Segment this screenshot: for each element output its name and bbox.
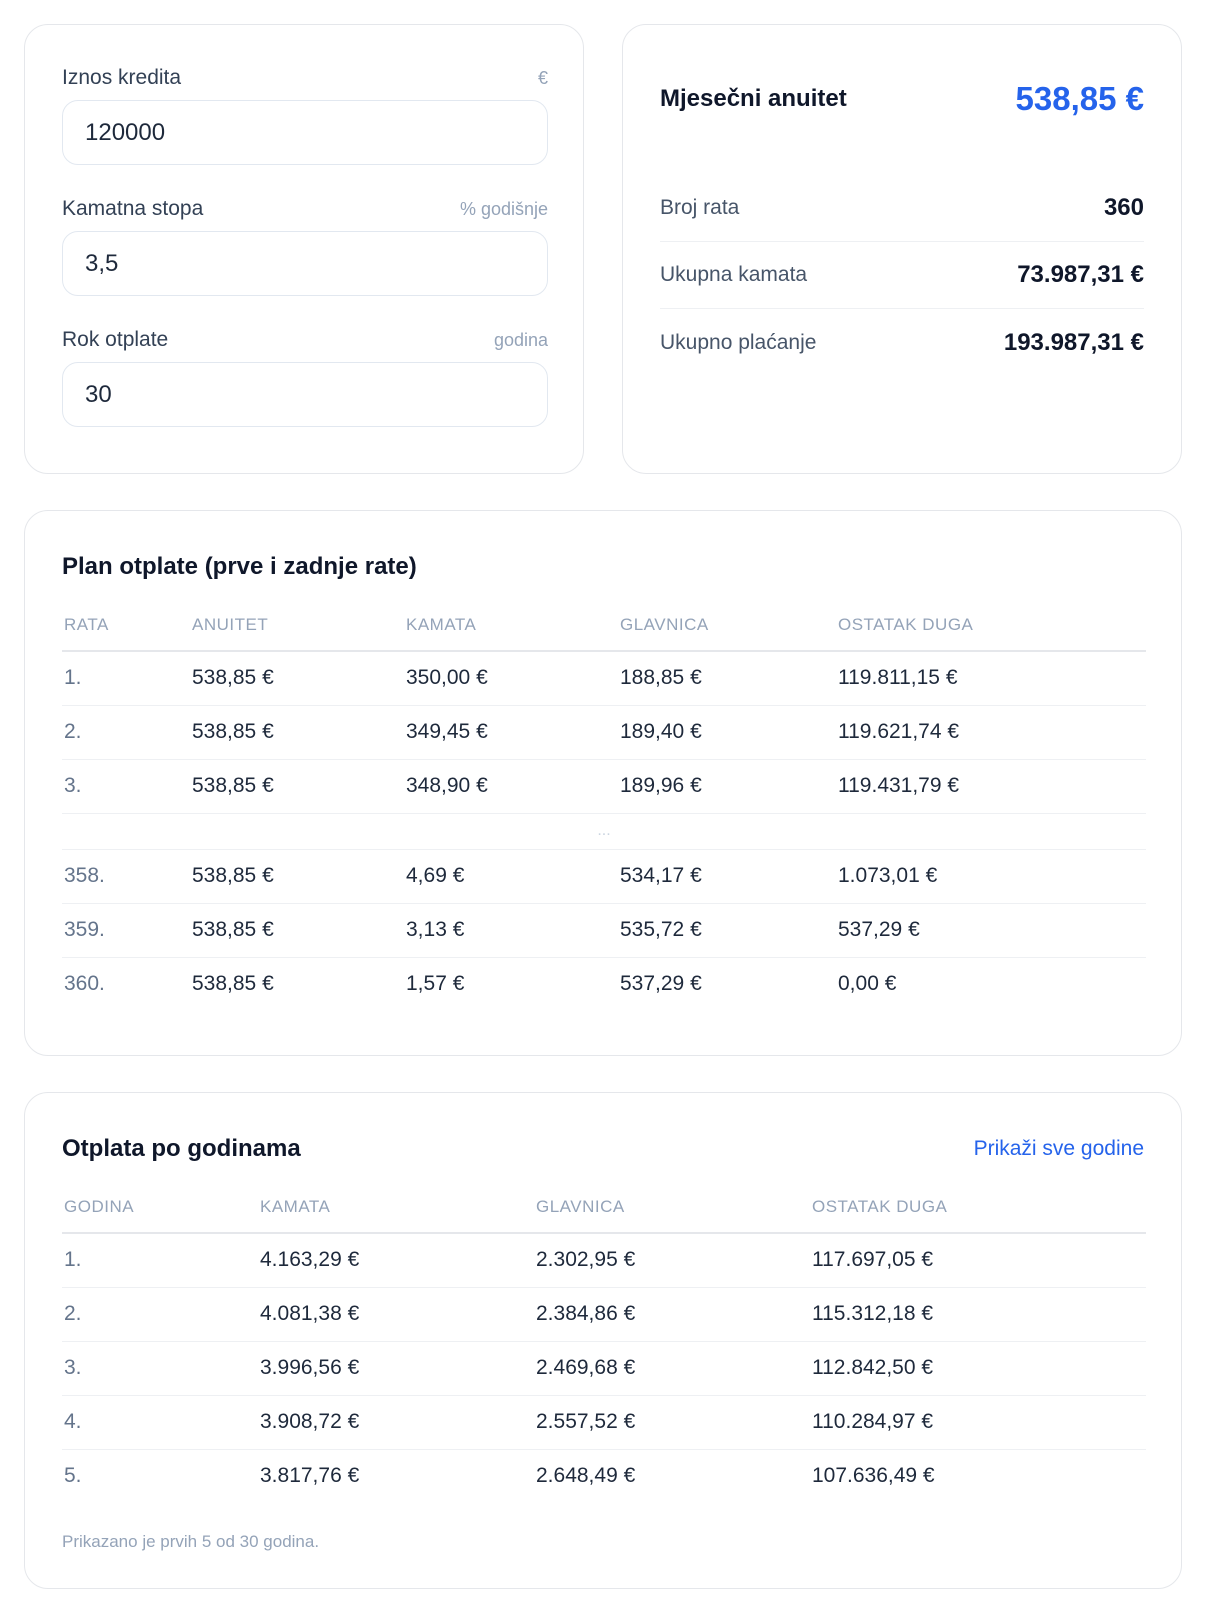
table-row [62,1395,1146,1449]
table-cell: 535,72 € [618,903,836,957]
plan-header-row [62,599,1146,651]
table-cell: 5. [64,1464,82,1488]
table-cell: 538,85 € [190,705,404,759]
table-row [62,1449,1146,1503]
column-header: OSTATAK DUGA [836,599,1146,651]
table-cell: 2.302,95 € [534,1233,810,1287]
table-cell: 2.384,86 € [534,1287,810,1341]
column-header: GLAVNICA [618,599,836,651]
table-cell: 2. [62,705,190,759]
table-cell: 4.163,29 € [258,1233,534,1287]
summary-row-value: 73.987,31 € [1017,261,1144,288]
term-label: Rok otplate [62,328,169,351]
column-header: KAMATA [258,1181,534,1233]
table-cell: 117.697,05 € [810,1233,1146,1287]
table-cell: 112.842,50 € [810,1341,1146,1395]
table-cell: 538,85 € [190,903,404,957]
table-cell: 2.648,49 € [536,1464,636,1488]
summary-row [660,175,1144,242]
table-cell: 2.469,68 € [534,1341,810,1395]
amount-label: Iznos kredita [62,66,182,89]
table-row [62,651,1146,705]
table-cell: 1,57 € [406,972,465,996]
summary-row [660,309,1144,376]
table-row [62,849,1146,903]
years-title: Otplata po godinama [62,1135,301,1162]
amount-field [62,66,548,165]
term-field [62,328,548,427]
ellipsis: ... [62,813,1146,849]
table-row [62,705,1146,759]
amount-unit: € [537,68,548,88]
plan-title: Plan otplate (prve i zadnje rate) [62,553,417,580]
years-note: Prikazano je prvih 5 od 30 godina. [62,1532,320,1551]
table-cell: 110.284,97 € [810,1395,1146,1449]
table-cell: 3.817,76 € [260,1464,360,1488]
table-cell: 359. [62,903,190,957]
term-input[interactable] [62,362,548,427]
yearly-repayment-card [24,1092,1182,1589]
table-cell: 349,45 € [404,705,618,759]
ellipsis-row [62,813,1146,849]
table-cell: 119.811,15 € [836,651,1146,705]
years-table [62,1181,1146,1503]
rate-unit: % godišnje [459,199,548,219]
table-cell: 538,85 € [190,651,404,705]
years-header-row [62,1181,1146,1233]
table-cell: 107.636,49 € [812,1464,935,1488]
column-header: ANUITET [190,599,404,651]
table-cell: 348,90 € [404,759,618,813]
summary-row [660,242,1144,309]
monthly-annuity-value: 538,85 € [1015,80,1144,117]
table-cell: 3. [62,1341,258,1395]
table-cell: 189,40 € [618,705,836,759]
table-cell: 119.431,79 € [836,759,1146,813]
table-cell: 538,85 € [190,849,404,903]
show-all-years-link[interactable]: Prikaži sve godine [973,1137,1144,1160]
term-unit: godina [493,330,548,350]
column-header: GLAVNICA [534,1181,810,1233]
table-cell: 2. [62,1287,258,1341]
column-header: KAMATA [404,599,618,651]
table-row [62,1287,1146,1341]
table-cell: 358. [62,849,190,903]
table-cell: 2.557,52 € [534,1395,810,1449]
table-row [62,957,1146,1011]
table-row [62,1341,1146,1395]
amount-input[interactable] [62,100,548,165]
table-cell: 4,69 € [404,849,618,903]
column-header: GODINA [62,1181,258,1233]
table-cell: 537,29 € [620,972,702,996]
table-cell: 188,85 € [618,651,836,705]
summary-row-label: Ukupna kamata [660,263,808,286]
table-cell: 0,00 € [838,972,897,996]
plan-table [62,599,1146,1011]
summary-row-value: 360 [1103,194,1144,221]
table-cell: 119.621,74 € [836,705,1146,759]
table-cell: 3.996,56 € [258,1341,534,1395]
column-header: RATA [62,599,190,651]
column-header: OSTATAK DUGA [810,1181,1146,1233]
summary-rows [660,175,1144,376]
table-cell: 538,85 € [190,759,404,813]
table-cell: 534,17 € [618,849,836,903]
table-row [62,1233,1146,1287]
table-cell: 3,13 € [404,903,618,957]
table-cell: 115.312,18 € [810,1287,1146,1341]
summary-row-label: Broj rata [660,196,740,219]
table-cell: 1. [62,1233,258,1287]
table-cell: 3. [62,759,190,813]
table-cell: 537,29 € [836,903,1146,957]
table-cell: 4.081,38 € [258,1287,534,1341]
summary-row-value: 193.987,31 € [1003,328,1144,356]
repayment-plan-card [24,510,1182,1056]
table-cell: 1. [62,651,190,705]
monthly-annuity-label: Mjesečni anuitet [660,85,847,112]
table-cell: 189,96 € [618,759,836,813]
summary-row-label: Ukupno plaćanje [660,330,817,354]
rate-input[interactable] [62,231,548,296]
table-row [62,759,1146,813]
table-cell: 1.073,01 € [836,849,1146,903]
loan-inputs-card [24,24,584,474]
table-cell: 538,85 € [192,972,274,996]
table-cell: 360. [64,972,105,996]
rate-label: Kamatna stopa [62,197,204,220]
table-cell: 4. [62,1395,258,1449]
summary-card [622,24,1182,474]
table-row [62,903,1146,957]
table-cell: 350,00 € [404,651,618,705]
rate-field [62,197,548,296]
table-cell: 3.908,72 € [258,1395,534,1449]
